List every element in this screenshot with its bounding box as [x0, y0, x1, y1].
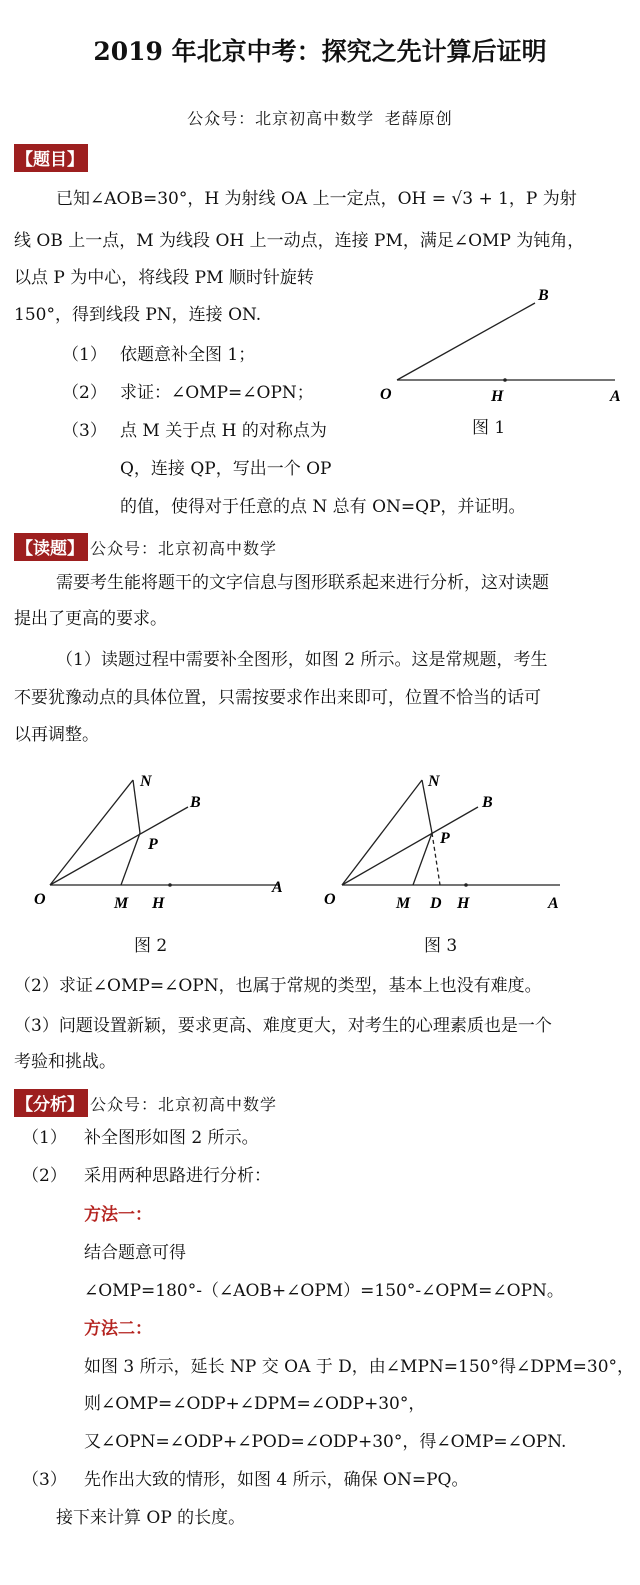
question-1-number: （1）	[62, 345, 107, 365]
label-b: B	[482, 794, 493, 811]
label-h: H	[457, 895, 470, 912]
method-1-line-1: 结合题意可得	[84, 1243, 186, 1263]
method-2-line-1: 如图 3 所示，延长 NP 交 OA 于 D，由∠MPN=150°得∠DPM=30°，	[84, 1357, 635, 1377]
label-n: N	[428, 773, 440, 790]
label-m: M	[114, 895, 129, 912]
analysis-section-header	[14, 1089, 277, 1117]
label-o: O	[34, 891, 46, 908]
label-a: A	[610, 388, 621, 405]
figure-2-caption: 图 2	[134, 936, 168, 956]
reading-p1-b: 提出了更高的要求。	[14, 609, 167, 629]
question-3-text-c: 的值，使得对于任意的点 N 总有 ON=QP，并证明。	[120, 497, 526, 517]
reading-p3: （2）求证∠OMP=∠OPN，也属于常规的类型，基本上也没有难度。	[14, 976, 542, 996]
reading-tag: 【读题】	[14, 533, 88, 561]
point-h	[464, 883, 468, 887]
analysis-tag: 【分析】	[14, 1089, 88, 1117]
label-d: D	[430, 895, 442, 912]
figure-2	[30, 765, 300, 915]
method-2-line-2: 则∠OMP=∠ODP+∠DPM=∠ODP+30°，	[84, 1394, 426, 1414]
segment-on	[342, 780, 422, 885]
analysis-4-text: 接下来计算 OP 的长度。	[56, 1508, 246, 1528]
point-h	[168, 883, 172, 887]
question-2-number: （2）	[62, 383, 107, 403]
segment-pm	[121, 833, 140, 885]
figure-3	[320, 765, 580, 915]
analysis-2-number: （2）	[22, 1166, 67, 1186]
ray-ob	[397, 303, 535, 380]
analysis-3-number: （3）	[22, 1470, 67, 1490]
label-p: P	[148, 836, 158, 853]
reading-p4-a: （3）问题设置新颖，要求更高、难度更大，对考生的心理素质也是一个	[14, 1016, 552, 1036]
byline: 公众号：北京初高中数学 老薛原创	[187, 109, 453, 128]
label-b: B	[190, 794, 201, 811]
reading-p1-a: 需要考生能将题干的文字信息与图形联系起来进行分析，这对读题	[56, 573, 549, 593]
problem-section-header	[14, 144, 88, 172]
label-h: H	[491, 388, 504, 405]
segment-pm	[413, 833, 432, 885]
analysis-1-text: 补全图形如图 2 所示。	[84, 1128, 259, 1148]
reading-p2-c: 以再调整。	[14, 725, 99, 745]
label-a: A	[548, 895, 559, 912]
figure-3-caption: 图 3	[424, 936, 458, 956]
question-2-text: 求证：∠OMP=∠OPN；	[120, 383, 314, 403]
label-o: O	[324, 891, 336, 908]
label-a: A	[272, 879, 283, 896]
ray-ob	[50, 807, 188, 885]
label-h: H	[152, 895, 165, 912]
label-m: M	[396, 895, 411, 912]
problem-line-2: 线 OB 上一点，M 为线段 OH 上一动点，连接 PM，满足∠OMP 为钝角，	[14, 231, 585, 251]
analysis-note: 公众号：北京初高中数学	[90, 1094, 278, 1114]
reading-p2-b: 不要犹豫动点的具体位置，只需按要求作出来即可，位置不恰当的话可	[14, 688, 541, 708]
segment-np	[133, 780, 140, 833]
label-o: O	[380, 386, 392, 403]
problem-tag: 【题目】	[14, 144, 88, 172]
problem-line-1: 已知∠AOB=30°，H 为射线 OA 上一定点，OH = √3 + 1，P 为射	[56, 189, 577, 209]
label-p: P	[440, 830, 450, 847]
question-3-number: （3）	[62, 421, 107, 441]
segment-on	[50, 780, 133, 885]
page-title: 2019 年北京中考：探究之先计算后证明	[93, 37, 547, 66]
question-3-text-b: Q，连接 QP，写出一个 OP	[120, 459, 332, 479]
label-n: N	[140, 773, 152, 790]
point-h	[503, 378, 507, 382]
analysis-3-text: 先作出大致的情形，如图 4 所示，确保 ON=PQ。	[84, 1470, 469, 1490]
reading-note: 公众号：北京初高中数学	[90, 538, 278, 558]
question-1-text: 依题意补全图 1；	[120, 345, 256, 365]
figure-1-caption: 图 1	[472, 418, 506, 438]
ray-ob	[342, 807, 478, 885]
method-1-line-2: ∠OMP=180°-（∠AOB+∠OPM）=150°-∠OPM=∠OPN。	[84, 1281, 564, 1301]
method-2-title: 方法二：	[84, 1319, 152, 1339]
analysis-1-number: （1）	[22, 1128, 67, 1148]
question-3-text-a: 点 M 关于点 H 的对称点为	[120, 421, 327, 441]
reading-p2-a: （1）读题过程中需要补全图形，如图 2 所示。这是常规题，考生	[56, 650, 548, 670]
segment-pd-dashed	[432, 833, 440, 885]
reading-section-header	[14, 533, 277, 561]
analysis-2-text: 采用两种思路进行分析：	[84, 1166, 271, 1186]
label-b: B	[538, 287, 549, 304]
reading-p4-b: 考验和挑战。	[14, 1052, 116, 1072]
method-2-line-3: 又∠OPN=∠ODP+∠POD=∠ODP+30°，得∠OMP=∠OPN.	[84, 1432, 567, 1452]
problem-line-4: 150°，得到线段 PN，连接 ON.	[14, 305, 262, 325]
problem-line-3: 以点 P 为中心，将线段 PM 顺时针旋转	[14, 268, 314, 288]
method-1-title: 方法一：	[84, 1205, 152, 1225]
